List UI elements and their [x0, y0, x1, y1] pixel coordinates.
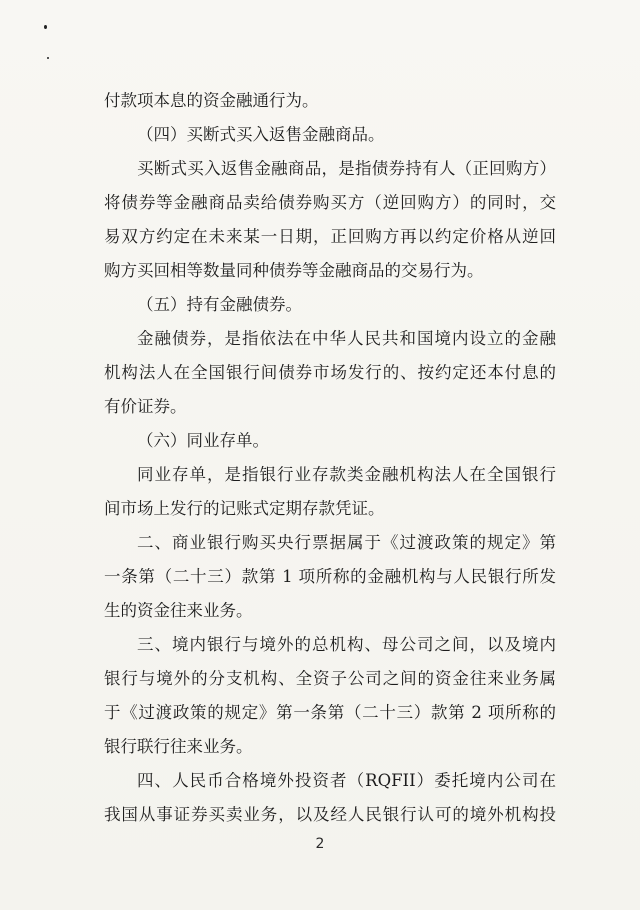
text-line: 我国从事证券买卖业务，以及经人民银行认可的境外机构投 — [104, 805, 556, 824]
scan-speck — [47, 57, 49, 59]
text-line: 有价证券。 — [104, 397, 187, 416]
text-line: 三、境内银行与境外的总机构、母公司之间，以及境内 — [137, 635, 556, 654]
text-line: 金融债券，是指依法在中华人民共和国境内设立的金融 — [137, 329, 556, 348]
text-line: 易双方约定在未来某一日期，正回购方再以约定价格从逆回 — [104, 227, 556, 246]
text-line: 购方买回相等数量同种债券等金融商品的交易行为。 — [104, 261, 484, 280]
document-body — [104, 84, 556, 832]
page-number: 2 — [315, 836, 325, 852]
text-line: 于《过渡政策的规定》第一条第（二十三）款第 2 项所称的 — [104, 703, 556, 722]
text-line: 同业存单，是指银行业存款类金融机构法人在全国银行 — [137, 465, 556, 484]
text-line: 生的资金往来业务。 — [104, 601, 253, 620]
text-line: 一条第（二十三）款第 1 项所称的金融机构与人民银行所发 — [104, 567, 556, 586]
text-line: （四）买断式买入返售金融商品。 — [137, 125, 385, 144]
text-line: 银行联行往来业务。 — [104, 737, 253, 756]
text-line: 四、人民币合格境外投资者（RQFII）委托境内公司在 — [137, 771, 556, 790]
text-line: 将债券等金融商品卖给债券购买方（逆回购方）的同时，交 — [104, 193, 556, 212]
text-line: 买断式买入返售金融商品，是指债券持有人（正回购方） — [137, 159, 556, 178]
scan-speck — [44, 25, 47, 29]
text-line: 付款项本息的资金融通行为。 — [104, 91, 319, 110]
text-line: （六）同业存单。 — [137, 431, 269, 450]
text-line: 间市场上发行的记账式定期存款凭证。 — [104, 499, 385, 518]
text-line: 银行与境外的分支机构、全资子公司之间的资金往来业务属 — [104, 669, 556, 688]
text-line: 机构法人在全国银行间债券市场发行的、按约定还本付息的 — [104, 363, 556, 382]
text-line: 二、商业银行购买央行票据属于《过渡政策的规定》第 — [137, 533, 556, 552]
text-line: （五）持有金融债券。 — [137, 295, 302, 314]
